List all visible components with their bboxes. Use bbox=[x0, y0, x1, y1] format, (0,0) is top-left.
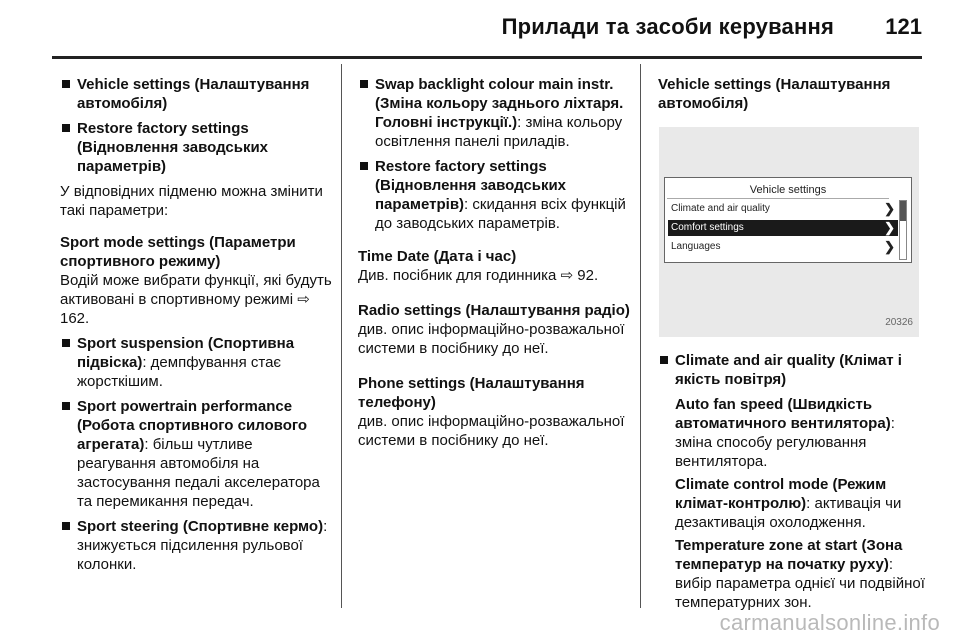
screen-separator bbox=[667, 198, 889, 199]
chevron-right-icon: ❯ bbox=[884, 239, 895, 254]
sport-mode-text bbox=[60, 271, 332, 328]
time-date-text bbox=[358, 266, 630, 285]
item-text: : активація чи дезактивація охолодження. bbox=[675, 495, 902, 531]
chevron-right-icon: ❯ bbox=[884, 220, 895, 235]
item-text: : демпфування стає жорсткішим. bbox=[77, 354, 282, 390]
item-title: Sport suspension (Спортивна підвіска) bbox=[77, 335, 295, 371]
item-title: Auto fan speed (Швидкість автоматичного вентилятора) bbox=[675, 396, 891, 432]
item-text: : скидання всіх функцій до заводських параметрів. bbox=[375, 196, 626, 232]
subitem-auto-fan-speed bbox=[675, 395, 928, 471]
vehicle-settings-screen-image bbox=[659, 127, 919, 337]
bullet-restore-factory: Restore factory settings (Відновлення заводських параметрів) bbox=[60, 119, 332, 176]
column-1 bbox=[60, 75, 332, 580]
page-ref-arrow-icon: ⇨ bbox=[560, 267, 574, 284]
column-divider-1 bbox=[341, 64, 342, 608]
time-date-page-ref: 92. bbox=[573, 267, 599, 284]
bullet-sport-powertrain bbox=[60, 397, 332, 511]
sport-mode-description: Водій може вибрати функції, які будуть активовані в спортивному режимі bbox=[60, 272, 332, 308]
sport-mode-page-ref: 162. bbox=[60, 310, 90, 327]
subitem-temperature-zone bbox=[675, 536, 928, 612]
intro-text: У відповідних підменю можна змінити такі параметри: bbox=[60, 183, 323, 219]
item-text: : зміна способу регулювання вентилятора. bbox=[675, 415, 895, 470]
climate-subitems bbox=[658, 395, 928, 612]
item-title: Climate control mode (Режим клімат-контролю) bbox=[675, 476, 887, 512]
item-title: Temperature zone at start (Зона температур на початку руху) bbox=[675, 537, 903, 573]
bullet-sport-suspension bbox=[60, 334, 332, 391]
watermark-logo: carmanualsonline.info bbox=[719, 610, 940, 635]
page-number: 121 bbox=[885, 14, 922, 39]
time-date-description: Див. посібник для годинника bbox=[358, 267, 557, 284]
page-title: Прилади та засоби керування bbox=[501, 14, 834, 39]
page-ref-arrow-icon: ⇨ bbox=[297, 291, 310, 308]
chevron-right-icon: ❯ bbox=[884, 201, 895, 216]
item-title: Sport steering (Спортивне кермо) bbox=[77, 518, 324, 535]
radio-settings-text: див. опис інформаційно-розважальної системи в посібнику до неї. bbox=[358, 321, 625, 357]
item-title: Sport powertrain performance (Робота спортивного силового агрегата) bbox=[77, 398, 308, 453]
menu-row-label: Comfort settings bbox=[671, 222, 744, 233]
item-text: : зміна кольору освітлення панелі приладів. bbox=[375, 114, 623, 150]
item-text: : вибір параметра однієї чи подвійної температурних зон. bbox=[675, 556, 925, 611]
phone-settings-heading: Phone settings (Налаштування телефону) bbox=[358, 375, 585, 411]
screen-scroll-thumb bbox=[900, 201, 906, 221]
screen-menu-row-climate bbox=[668, 201, 898, 217]
column-3 bbox=[658, 75, 928, 616]
screen-title: Vehicle settings bbox=[749, 184, 827, 196]
screen-scrollbar bbox=[899, 200, 907, 260]
sport-mode-heading: Sport mode settings (Параметри спортивного режиму) bbox=[60, 234, 296, 270]
screen-display bbox=[664, 177, 912, 263]
radio-settings-heading: Radio settings (Налаштування радіо) bbox=[358, 302, 630, 319]
phone-settings-text: див. опис інформаційно-розважальної системи в посібнику до неї. bbox=[358, 413, 625, 449]
bullet-swap-backlight bbox=[358, 75, 630, 151]
screen-menu-row-languages bbox=[668, 239, 898, 255]
time-date-heading: Time Date (Дата і час) bbox=[358, 248, 517, 265]
item-title: Swap backlight colour main instr. (Зміна кольору заднього ліхтаря. Головні інструкції.) bbox=[375, 76, 624, 131]
subitem-climate-control-mode bbox=[675, 475, 928, 532]
item-text: : більш чутливе реагування автомобіля на застосування педалі акселератора та перемикання передач. bbox=[77, 436, 320, 510]
bullet-sport-steering bbox=[60, 517, 332, 574]
bullet-climate-air-quality: Climate and air quality (Клімат і якість повітря) bbox=[658, 351, 928, 389]
column-2 bbox=[358, 75, 630, 463]
menu-row-label: Languages bbox=[671, 241, 721, 252]
image-id: 20326 bbox=[885, 317, 913, 328]
item-text: : знижується підсилення рульової колонки. bbox=[77, 518, 328, 573]
menu-row-label: Climate and air quality bbox=[671, 203, 770, 214]
vehicle-settings-heading: Vehicle settings (Налаштування автомобіля) bbox=[658, 76, 891, 112]
item-title: Restore factory settings (Відновлення заводських параметрів) bbox=[375, 158, 567, 213]
column-divider-2 bbox=[640, 64, 641, 608]
header-rule bbox=[52, 56, 922, 59]
bullet-vehicle-settings: Vehicle settings (Налаштування автомобіля) bbox=[60, 75, 332, 113]
screen-menu-row-comfort bbox=[668, 220, 898, 236]
bullet-restore-factory-2 bbox=[358, 157, 630, 233]
